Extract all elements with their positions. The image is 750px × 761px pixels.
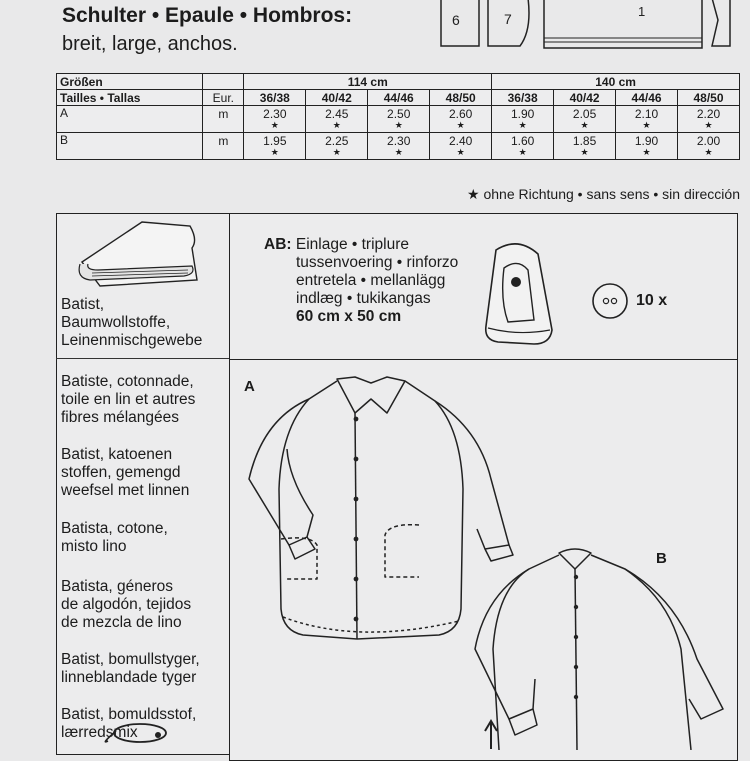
sizes-header: Größen: [57, 74, 203, 90]
piece-sleeve-outline: [712, 0, 730, 46]
view-b-label: B: [656, 550, 667, 567]
size-header: 40/42: [554, 90, 616, 106]
star-icon: ★: [270, 147, 279, 157]
yardage-cell: 2.30: [263, 107, 287, 121]
yardage-cell: 2.60: [449, 107, 473, 121]
button-icon: [591, 282, 629, 320]
size-header: 40/42: [306, 90, 368, 106]
size-header: 44/46: [616, 90, 678, 106]
star-icon: ★: [580, 120, 589, 130]
star-icon: ★: [580, 147, 589, 157]
yardage-cell: 2.10: [634, 107, 659, 121]
piece-1-label: 1: [638, 4, 646, 19]
star-icon: ★: [518, 147, 527, 157]
width-114-header: 114 cm: [244, 74, 492, 90]
yardage-cell: 2.50: [387, 107, 411, 121]
piece-6-outline: [441, 0, 479, 46]
yardage-cell: 2.00: [696, 134, 721, 148]
shirt-b-sketch: [475, 549, 723, 750]
fabric-fr: Batiste, cotonnade, toile en lin et autres fibres mélangées: [61, 373, 196, 426]
star-icon: ★: [332, 120, 341, 130]
star-icon: ★: [704, 120, 713, 130]
fabric-nl: Batist, katoenen stoffen, gemengd weefsel met linnen: [61, 446, 190, 499]
yardage-cell: 1.85: [572, 134, 597, 148]
row-label: A: [57, 106, 203, 133]
piece-6-label: 6: [452, 12, 460, 28]
star-icon: ★: [518, 120, 527, 130]
yardage-cell: 2.05: [572, 107, 597, 121]
yardage-cell: 2.45: [325, 107, 349, 121]
star-icon: ★: [456, 120, 465, 130]
table-row: [57, 106, 740, 133]
size-header: 44/46: [368, 90, 430, 106]
size-header: 36/38: [492, 90, 554, 106]
grain-arrow-icon: [485, 721, 497, 749]
yardage-cell: 2.20: [696, 107, 721, 121]
star-icon: ★: [456, 147, 465, 157]
star-icon: ★: [642, 120, 651, 130]
garment-sketches: [229, 359, 736, 750]
fabric-bolt-icon: [72, 220, 202, 290]
button-count: 10 x: [636, 292, 668, 309]
views-label: AB:: [264, 236, 292, 253]
star-icon: ★: [394, 147, 403, 157]
star-icon: ★: [704, 147, 713, 157]
yardage-table: [56, 73, 740, 160]
yardage-cell: 1.90: [634, 134, 659, 148]
fabric-sv: Batist, bomullstyger, linneblandade tyger: [61, 651, 200, 686]
eur-header: Eur.: [203, 90, 244, 106]
table-row: [57, 133, 740, 160]
row-unit: m: [203, 106, 244, 133]
fabric-de: Batist, Baumwollstoffe, Leinenmischgewebe: [61, 296, 203, 349]
yardage-cell: 1.95: [263, 134, 287, 148]
shirt-a-sketch: [249, 377, 513, 639]
size-header: 36/38: [244, 90, 306, 106]
size-header: 48/50: [430, 90, 492, 106]
sizes-header-translations: Tailles • Tallas: [57, 90, 203, 106]
interfacing-iron-icon: [478, 240, 558, 350]
yardage-cell: 1.60: [510, 134, 535, 148]
star-icon: ★: [394, 120, 403, 130]
star-icon: ★: [270, 120, 279, 130]
fabric-da: Batist, bomuldsstof, lærredsmix: [61, 706, 197, 741]
size-header: 48/50: [678, 90, 740, 106]
pattern-pieces-diagram: [440, 0, 740, 60]
view-a-label: A: [244, 378, 255, 395]
interfacing-text: AB: Einlage • triplure tussenvoering • rinforzo entretela • mellanlägg indlæg • tukikangas 60 cm x 50 cm: [264, 236, 459, 325]
interfacing-size: 60 cm x 50 cm: [296, 308, 402, 325]
button-loop-icon: [60, 715, 220, 750]
yardage-cell: 2.25: [325, 134, 349, 148]
yardage-cell: 2.40: [449, 134, 473, 148]
direction-footnote: ★ ohne Richtung • sans sens • sin dirección: [467, 186, 740, 202]
star-icon: ★: [332, 147, 341, 157]
yardage-cell: 1.90: [510, 107, 535, 121]
piece-1-outline: [544, 0, 702, 48]
width-140-header: 140 cm: [492, 74, 740, 90]
fabric-it: Batista, cotone, misto lino: [61, 520, 168, 555]
star-icon: ★: [642, 147, 651, 157]
fabric-es: Batista, géneros de algodón, tejidos de mezcla de lino: [61, 578, 192, 631]
shoulder-subtitle: breit, large, anchos.: [62, 33, 238, 55]
piece-7-label: 7: [504, 11, 512, 27]
row-unit: m: [203, 133, 244, 160]
row-label: B: [57, 133, 203, 160]
yardage-cell: 2.30: [387, 134, 411, 148]
shoulder-title: Schulter • Epaule • Hombros:: [62, 4, 353, 27]
